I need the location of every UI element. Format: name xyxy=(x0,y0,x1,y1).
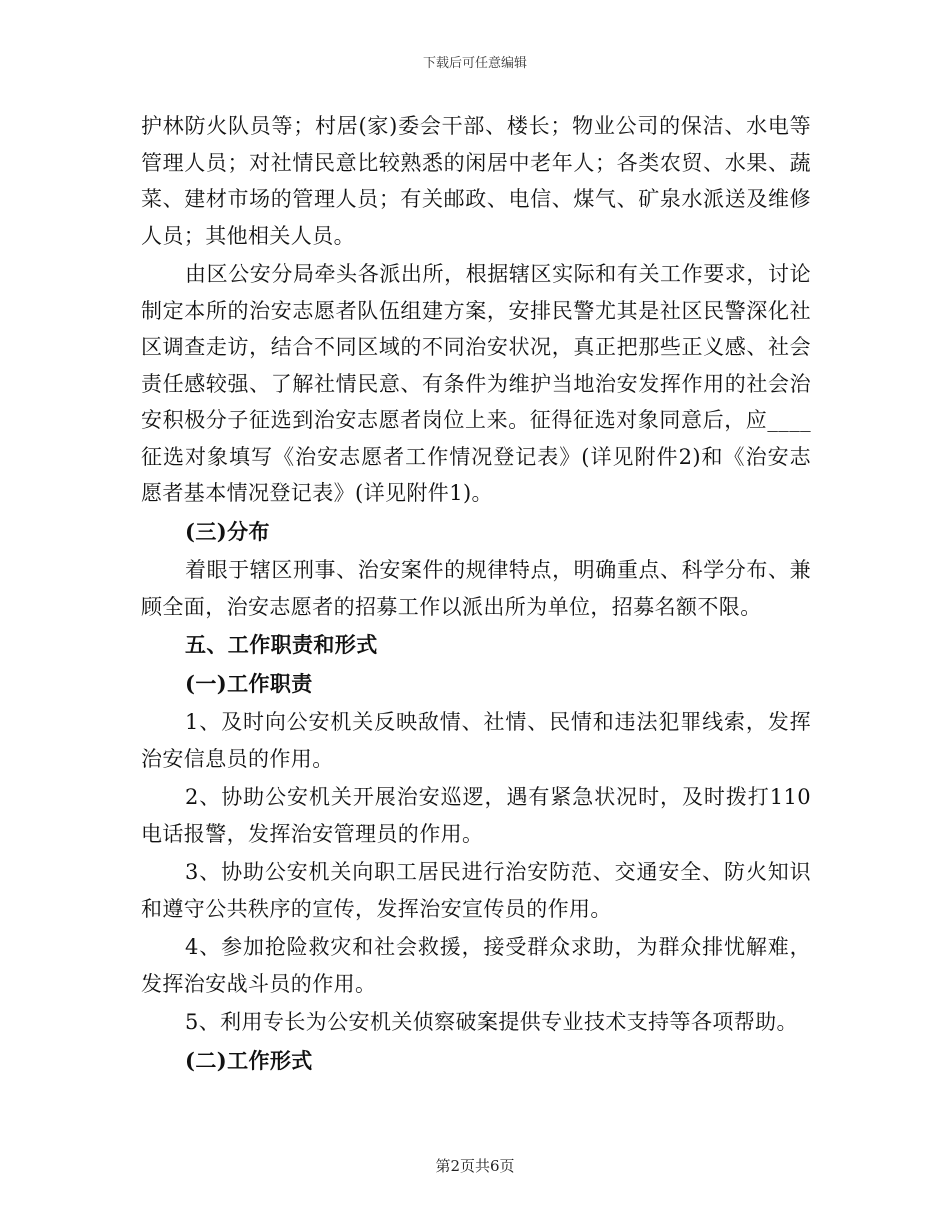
section-heading-work-forms: (二)工作形式 xyxy=(185,1047,313,1073)
section-heading-distribution: (三)分布 xyxy=(185,518,270,544)
paragraph-distribution: 着眼于辖区刑事、治安案件的规律特点，明确重点、科学分布、兼顾全面，治安志愿者的招募工作以派出所为单位，招募名额不限。 xyxy=(141,558,811,619)
duty-item-5: 5、利用专长为公安机关侦察破案提供专业技术支持等各项帮助。 xyxy=(185,1010,798,1034)
duty-item-3: 3、协助公安机关向职工居民进行治安防范、交通安全、防火知识和遵守公共秩序的宣传，发挥治安宣传员的作用。 xyxy=(141,860,811,921)
page-header: 下载后可任意编辑 xyxy=(422,56,527,71)
paragraph-recruitment-process: 由区公安分局牵头各派出所，根据辖区实际和有关工作要求，讨论制定本所的治安志愿者队伍组建方案，安排民警尤其是社区民警深化社区调查走访，结合不同区域的不同治安状况，真正把那些正义感、社会责任感较强、了解社情民意、有条件为维护当地治安发挥作用的社会治安积极分子征选到治安志愿者岗位上来。征得征选对象同意后，应____征选对象填写《治安志愿者工作情况登记表》(详见附件2)和《治安志愿者基本情况登记表》(详见附件1)。 xyxy=(141,262,811,505)
paragraph-volunteer-sources: 护林防火队员等；村居(家)委会干部、楼长；物业公司的保洁、水电等管理人员；对社情民意比较熟悉的闲居中老年人；各类农贸、水果、蔬菜、建材市场的管理人员；有关邮政、电信、煤气、矿泉水派送及维修人员；其他相关人员。 xyxy=(141,114,811,248)
page-footer: 第2页共6页 xyxy=(435,1157,515,1175)
section-heading-duties: (一)工作职责 xyxy=(185,670,313,696)
duty-item-1: 1、及时向公安机关反映敌情、社情、民情和违法犯罪线索，发挥治安信息员的作用。 xyxy=(141,710,811,771)
chapter-heading-duties-and-forms: 五、工作职责和形式 xyxy=(185,632,378,657)
duty-item-2: 2、协助公安机关开展治安巡逻，遇有紧急状况时，及时拨打110电话报警，发挥治安管理员的作用。 xyxy=(141,785,811,846)
document-body xyxy=(141,108,811,1081)
duty-item-4: 4、参加抢险救灾和社会救援，接受群众求助，为群众排忧解难，发挥治安战斗员的作用。 xyxy=(141,935,811,996)
